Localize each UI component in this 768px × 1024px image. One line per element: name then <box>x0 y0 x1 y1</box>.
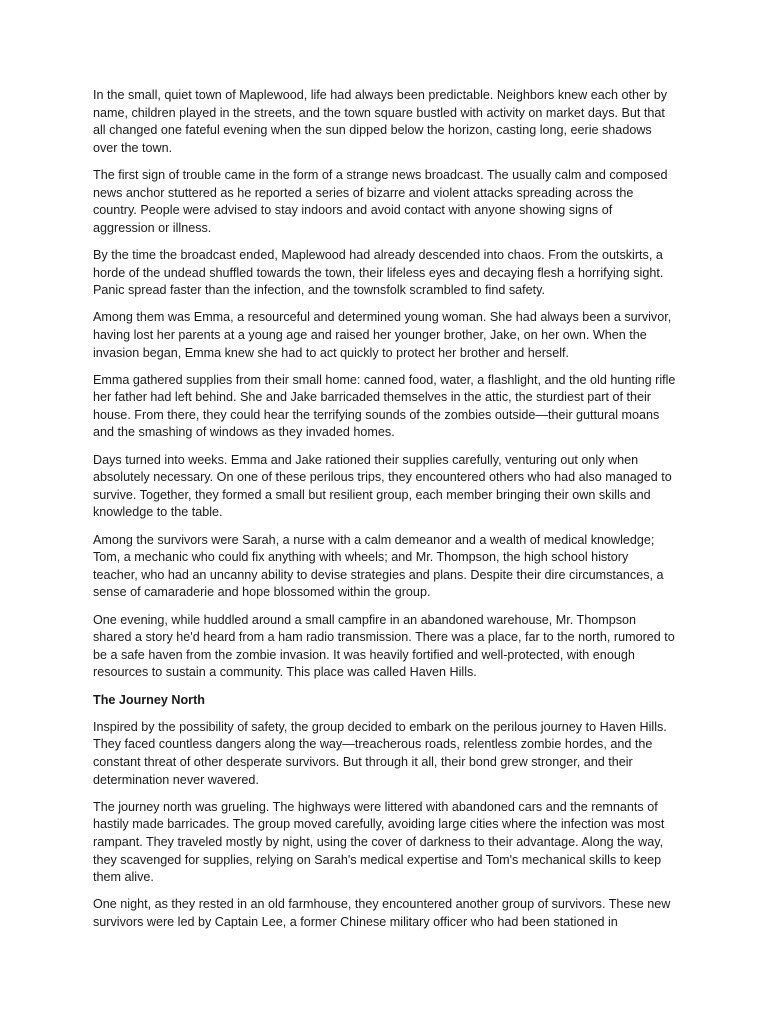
paragraph-5: Emma gathered supplies from their small home: canned food, water, a flashlight, and the old hunting rifle her father had left behind. She and Jake barricaded themselves in the attic, the sturdiest part of their house. From there, they could hear the terrifying sounds of the zombies outside—their guttural moans and the smashing of windows as they invaded homes. <box>93 372 676 440</box>
paragraph-8: One evening, while huddled around a small campfire in an abandoned warehouse, Mr. Thompson shared a story he'd heard from a ham radio transmission. There was a place, far to the north, rumored to be a safe haven from the zombie invasion. It was heavily fortified and well-protected, with enough resources to sustain a community. This place was called Haven Hills. <box>93 612 675 680</box>
paragraph-9: Inspired by the possibility of safety, the group decided to embark on the perilous journey to Haven Hills. They faced countless dangers along the way—treacherous roads, relentless zombie hordes, and the constant threat of other desperate survivors. But through it all, their bond grew stronger, and their determination never wavered. <box>93 719 667 787</box>
paragraph-1: In the small, quiet town of Maplewood, life had always been predictable. Neighbors knew each other by name, children played in the streets, and the town square bustled with activity on market days. But that all changed one fateful evening when the sun dipped below the horizon, casting long, eerie shadows over the town. <box>93 88 668 155</box>
paragraph-4: Among them was Emma, a resourceful and determined young woman. She had always been a survivor, having lost her parents at a young age and raised her younger brother, Jake, on her own. When the invasion began, Emma knew she had to act quickly to protect her brother and herself. <box>93 310 672 360</box>
paragraph-3: By the time the broadcast ended, Maplewood had already descended into chaos. From the outskirts, a horde of the undead shuffled towards the town, their lifeless eyes and decaying flesh a horrifying sight. Panic spread faster than the infection, and the townsfolk scrambled to find safety. <box>93 247 664 298</box>
section-heading: The Journey North <box>93 692 205 707</box>
paragraph-7: Among the survivors were Sarah, a nurse with a calm demeanor and a wealth of medical knowledge; Tom, a mechanic who could fix anything with wheels; and Mr. Thompson, the high school history teacher, who had an uncanny ability to devise strategies and plans. Despite their dire circumstances, a sense of camaraderie and hope blossomed within the group. <box>93 532 664 600</box>
paragraph-2: The first sign of trouble came in the form of a strange news broadcast. The usually calm and composed news anchor stuttered as he reported a series of bizarre and violent attacks spreading across the country. People were advised to stay indoors and avoid contact with anyone showing signs of aggression or illness. <box>93 167 668 235</box>
paragraph-10: The journey north was grueling. The highways were littered with abandoned cars and the remnants of hastily made barricades. The group moved carefully, avoiding large cities where the infection was most rampant. They traveled mostly by night, using the cover of darkness to their advantage. Along the way, they scavenged for supplies, relying on Sarah's medical expertise and Tom's mechanical skills to keep them alive. <box>93 799 665 885</box>
paragraph-6: Days turned into weeks. Emma and Jake rationed their supplies carefully, venturing out only when absolutely necessary. On one of these perilous trips, they encountered others who had also managed to survive. Together, they formed a small but resilient group, each member bringing their own skills and knowledge to the table. <box>93 452 672 520</box>
paragraph-11: One night, as they rested in an old farmhouse, they encountered another group of survivors. These new survivors were led by Captain Lee, a former Chinese military officer who had been stationed in <box>93 897 671 929</box>
